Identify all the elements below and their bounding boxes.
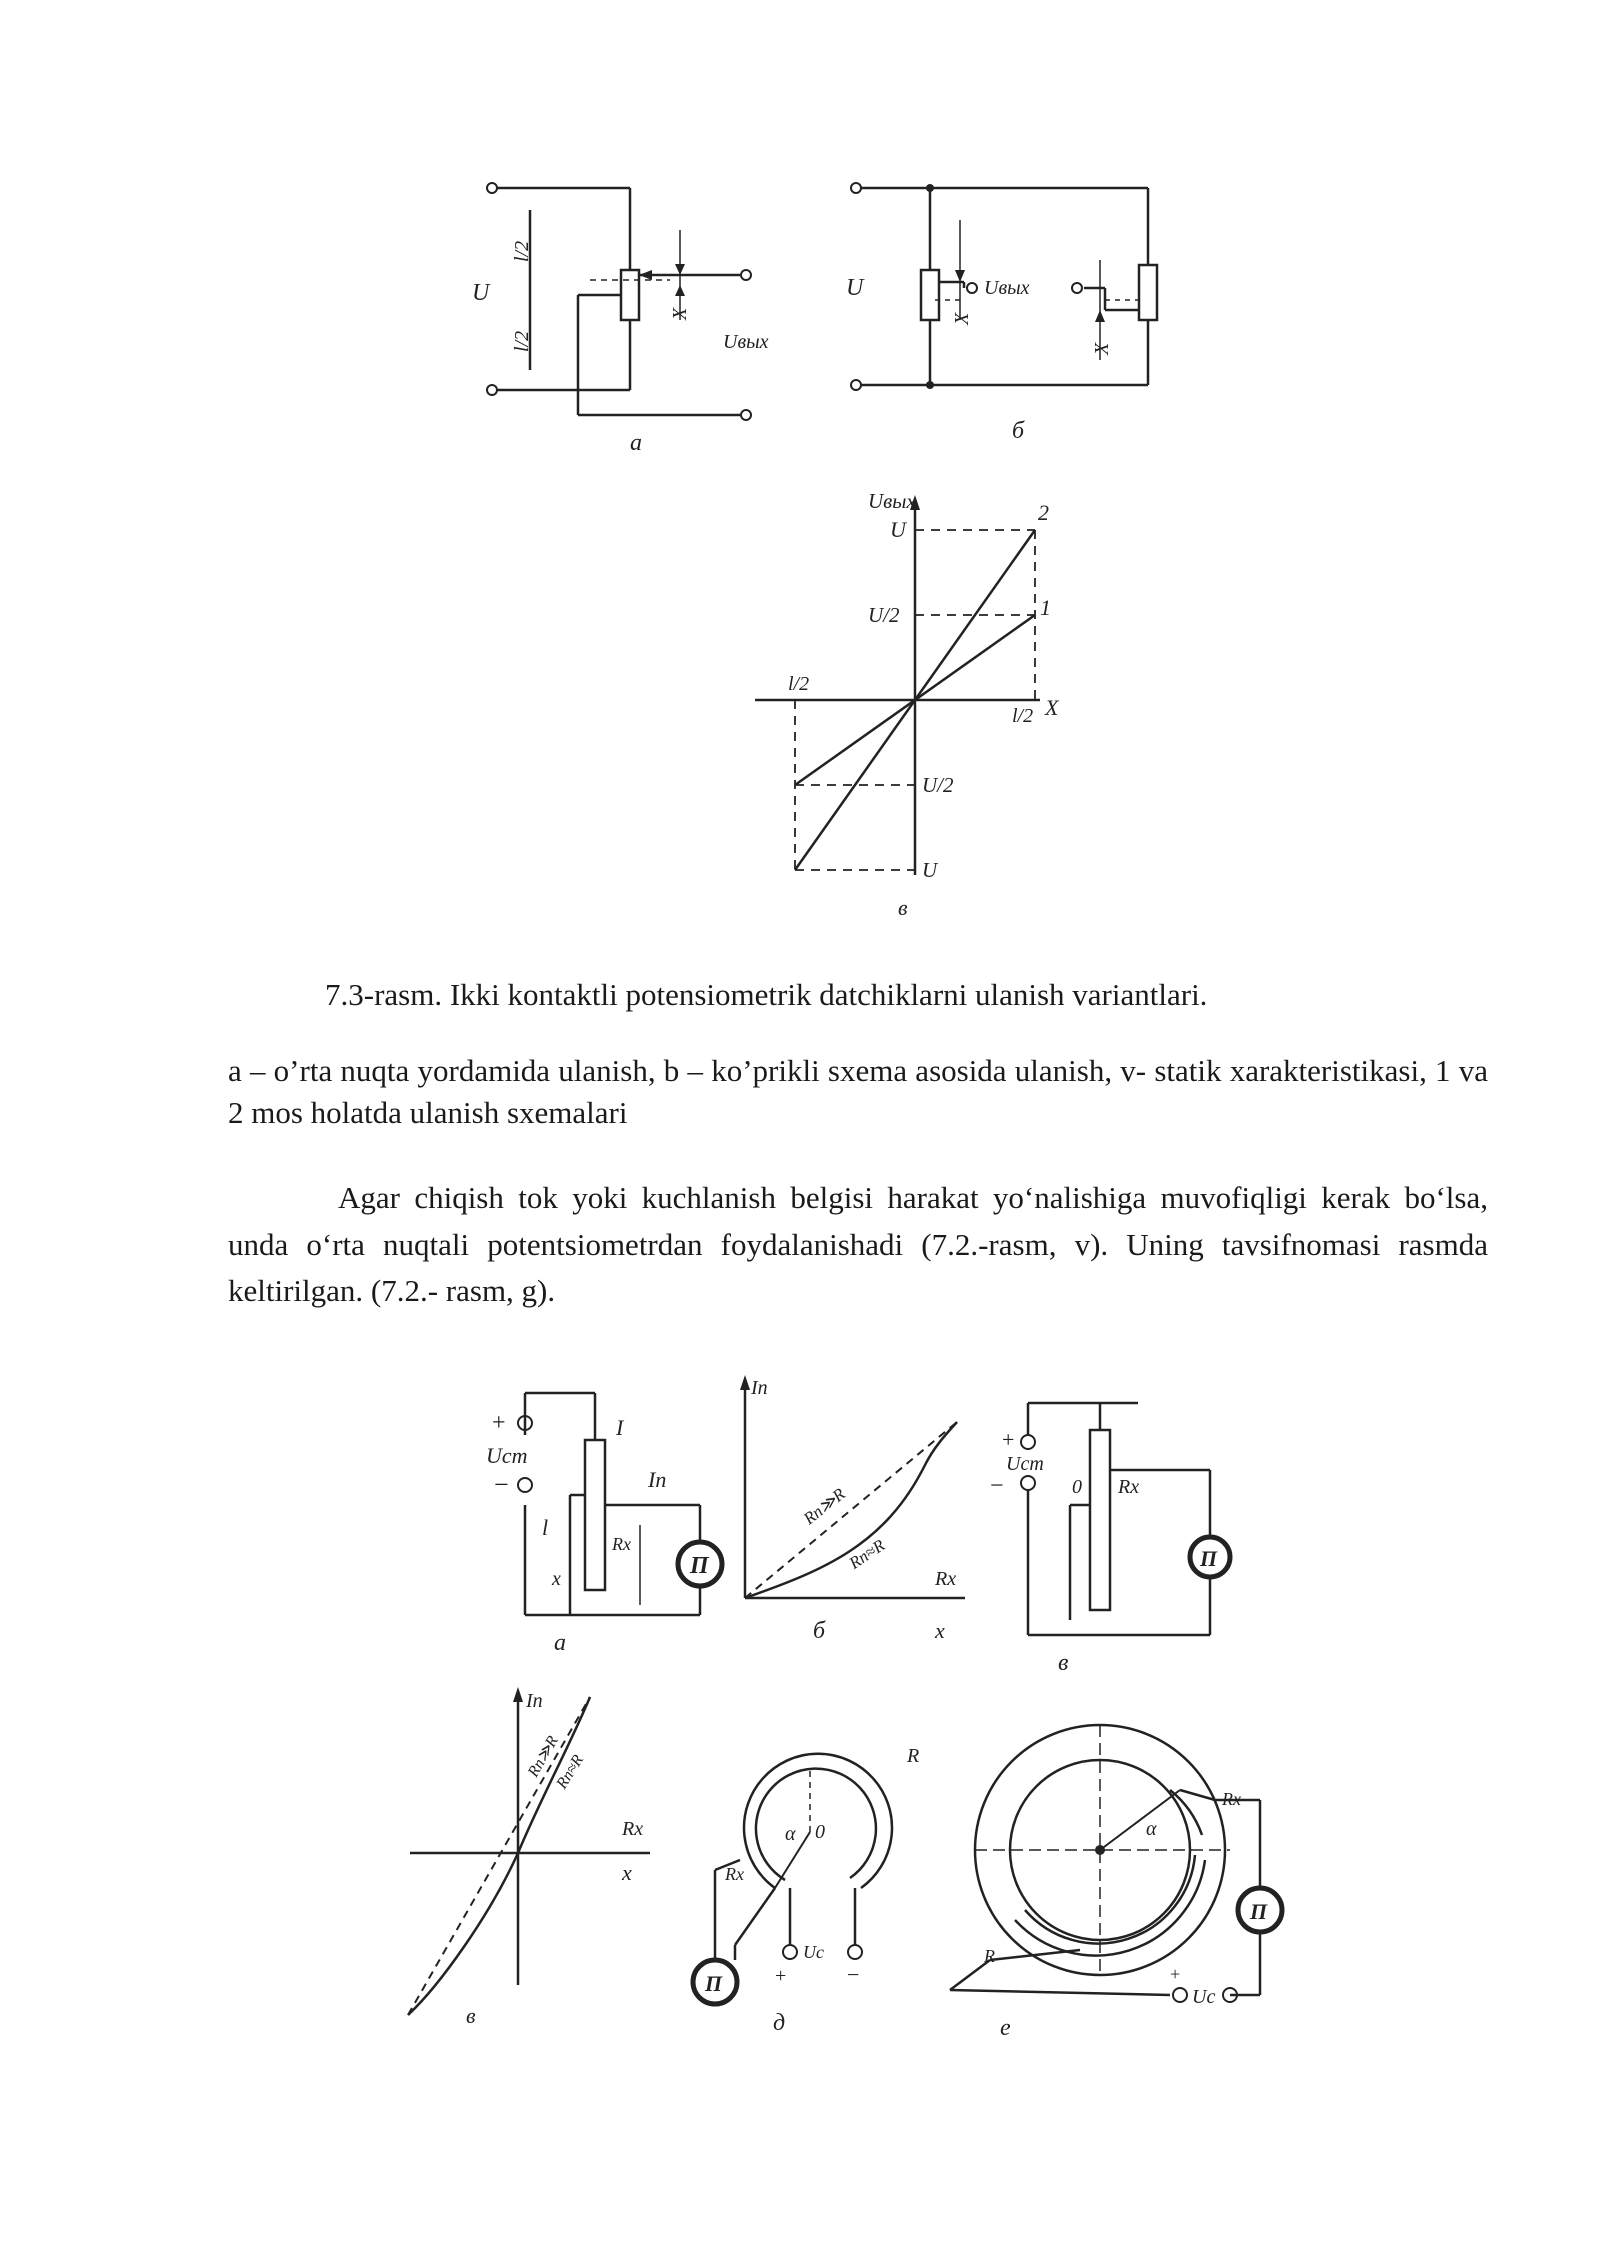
x-axis-label-2: x <box>622 1860 632 1885</box>
y-axis-label: Iп <box>526 1690 543 1712</box>
device-label: П <box>1250 1899 1268 1924</box>
y-axis-arrow-icon <box>740 1375 750 1390</box>
x-axis-label: Rx <box>622 1818 644 1840</box>
resistance-label: Rx <box>612 1534 631 1554</box>
figure-7-2-panel-a <box>470 1375 730 1665</box>
figure-7-2-panel-d <box>675 1730 935 2050</box>
device-label: П <box>690 1553 709 1579</box>
offset-label: X <box>669 307 691 320</box>
y-axis-label: Uвых <box>868 489 916 513</box>
offset-right-label: X <box>1091 342 1113 355</box>
supply-minus: − <box>990 1473 1004 1499</box>
mid-label: 0 <box>1072 1476 1082 1498</box>
current-label: I <box>616 1415 624 1440</box>
y-tick-half: U/2 <box>868 603 900 627</box>
figure-subcaption: a – o’rta nuqta yordamida ulanish, b – ko’prikli sxema asosida ulanish, v- statik xarakteristikasi, 1 va 2 mos holatda ulanish sxemalari <box>228 1053 1488 1130</box>
y-tick-neg-half: U/2 <box>922 773 954 797</box>
input-label: U <box>472 280 490 306</box>
rx-label: Rx <box>1222 1789 1241 1809</box>
figure-7-3-panel-b <box>840 170 1180 460</box>
input-label: U <box>846 275 864 301</box>
supply-label: Uc <box>803 1942 824 1962</box>
curve-upper-label: Rп≫R <box>799 1484 849 1529</box>
supply-label: Uст <box>1006 1453 1044 1475</box>
supply-minus: − <box>494 1470 509 1499</box>
x-label: x <box>552 1568 561 1590</box>
supply-label: Uc <box>1192 1986 1216 2008</box>
center-label: 0 <box>815 1821 825 1843</box>
r-label: R <box>984 1946 995 1966</box>
figure-7-2-panel-v <box>990 1395 1250 1695</box>
figure-7-2-panel-e <box>940 1710 1310 2050</box>
curve-lower-label: Rп≈R <box>845 1535 889 1573</box>
x-axis-label-2: x <box>935 1618 945 1643</box>
rx-label: Rx <box>725 1864 744 1884</box>
supply-plus: + <box>492 1410 506 1436</box>
resistance-label: Rx <box>1118 1476 1140 1498</box>
curve-lower-label: Rп≈R <box>553 1752 588 1792</box>
figure-7-2-panel-b <box>735 1370 975 1660</box>
angle-label: α <box>1146 1818 1157 1840</box>
panel-letter: а <box>630 430 642 456</box>
angle-label: α <box>785 1823 796 1845</box>
figure-7-3-panel-a <box>470 170 790 460</box>
device-label: П <box>1200 1546 1218 1571</box>
line-2-label: 2 <box>1038 500 1049 525</box>
load-current-label: Iп <box>648 1467 667 1492</box>
y-axis-label: Iп <box>751 1377 768 1399</box>
lower-half-label: l/2 <box>511 330 533 352</box>
body-paragraph: Agar chiqish tok yoki kuchlanish belgisi harakat yo‘nalishiga muvofiqligi kerak bo‘lsa, unda o‘rta nuqtali potentsiometrdan foydalanishadi (7.2.-rasm, v). Uning tavsifnomasi rasmda keltirilgan. (7.2.- rasm, g). <box>228 1180 1488 1308</box>
length-label: l <box>542 1515 549 1540</box>
minus-label: − <box>1242 1982 1255 2007</box>
output-label: Uвых <box>723 331 769 353</box>
panel-letter: е <box>1000 2015 1011 2041</box>
y-tick-full: U <box>890 517 906 542</box>
x-tick-pos: l/2 <box>1012 705 1034 727</box>
x-axis-label: X <box>1045 695 1059 720</box>
minus-label: − <box>847 1962 860 1987</box>
figure-caption: 7.3-rasm. Ikki kontaktli potensiometrik datchiklarni ulanish variantlari. <box>325 977 1208 1012</box>
panel-letter: в <box>898 895 908 920</box>
device-label: П <box>705 1971 723 1996</box>
plus-label: + <box>775 1965 787 1987</box>
y-tick-neg-full: U <box>922 858 938 882</box>
panel-letter: б <box>1012 418 1025 444</box>
x-tick-neg: l/2 <box>788 673 810 695</box>
output-label: Uвых <box>984 277 1030 299</box>
panel-letter: д <box>773 2010 786 2036</box>
panel-letter: а <box>554 1630 566 1656</box>
panel-letter: в <box>1058 1650 1069 1676</box>
plus-label: + <box>1170 1964 1181 1984</box>
curve-upper-label: Rп≫R <box>524 1733 562 1780</box>
x-axis-label: Rx <box>935 1568 957 1590</box>
offset-left-label: X <box>951 312 973 325</box>
r-label: R <box>907 1745 920 1767</box>
supply-label: Uст <box>486 1443 528 1468</box>
y-axis-arrow-icon <box>513 1687 523 1702</box>
figure-7-2-panel-g <box>400 1685 670 2035</box>
figure-7-3-panel-v <box>740 480 1120 920</box>
upper-half-label: l/2 <box>511 240 533 262</box>
panel-letter: б <box>813 1618 826 1644</box>
panel-letter: в <box>466 2003 476 2028</box>
line-1-label: 1 <box>1040 595 1051 620</box>
supply-plus: + <box>1002 1427 1015 1452</box>
